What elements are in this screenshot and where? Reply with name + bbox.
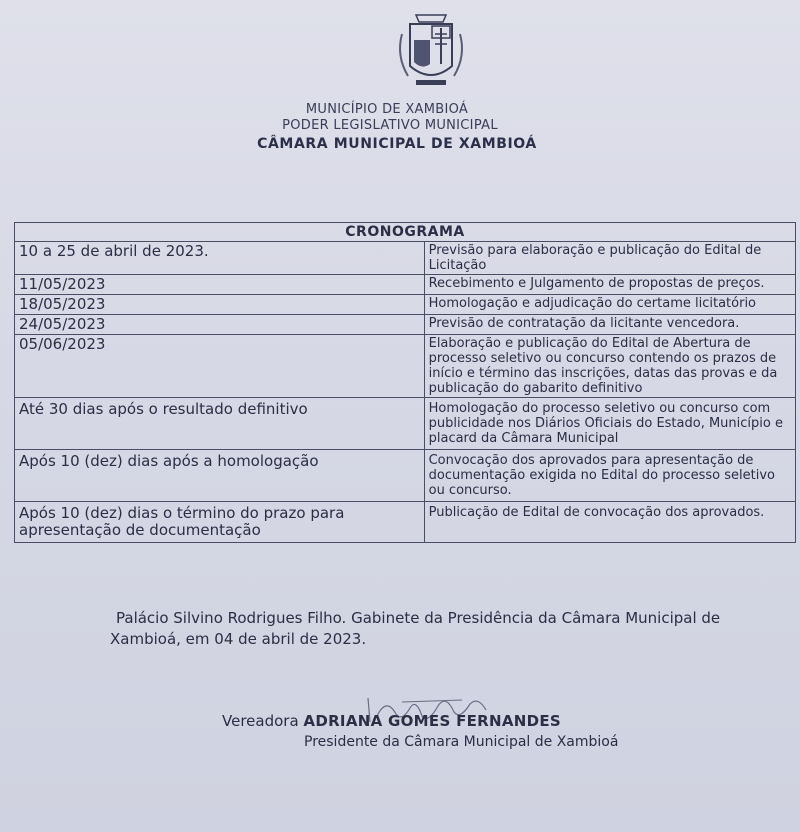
row-description: Homologação e adjudicação do certame licitatório: [424, 295, 795, 315]
row-description: Previsão para elaboração e publicação do Edital de Licitação: [424, 242, 795, 275]
table-row: [15, 502, 796, 543]
row-description: Publicação de Edital de convocação dos aprovados.: [424, 502, 795, 543]
signer-name: ADRIANA GOMES FERNANDES: [303, 712, 562, 730]
table-row: [15, 295, 796, 315]
table-row: [15, 275, 796, 295]
municipal-crest-icon: [388, 10, 474, 94]
table-row: [15, 335, 796, 398]
signer-role: Presidente da Câmara Municipal de Xambioá: [304, 734, 619, 750]
row-date: 05/06/2023: [15, 335, 425, 398]
closing-paragraph: Palácio Silvino Rodrigues Filho. Gabinete da Presidência da Câmara Municipal de Xambioá, em 04 de abril de 2023.: [110, 609, 721, 648]
row-date: Até 30 dias após o resultado definitivo: [15, 398, 425, 450]
row-description: Previsão de contratação da licitante vencedora.: [424, 315, 795, 335]
row-description: Elaboração e publicação do Edital de Abertura de processo seletivo ou concurso contendo os prazos de início e término das inscrições, datas das provas e da publicação do gabarito definitivo: [424, 335, 795, 398]
row-date: 10 a 25 de abril de 2023.: [15, 242, 425, 275]
schedule-table: [14, 222, 796, 543]
header-municipality: MUNICÍPIO DE XAMBIOÁ: [305, 102, 469, 117]
row-description: Homologação do processo seletivo ou concurso com publicidade nos Diários Oficiais do Estado, Município e placard da Câmara Municipal: [424, 398, 795, 450]
table-title: CRONOGRAMA: [15, 223, 796, 242]
row-description: Recebimento e Julgamento de propostas de preços.: [424, 275, 795, 295]
header-chamber: CÂMARA MUNICIPAL DE XAMBIOÁ: [257, 136, 537, 152]
signer-line: [222, 712, 561, 730]
row-date: 11/05/2023: [15, 275, 425, 295]
row-description: Convocação dos aprovados para apresentação de documentação exigida no Edital do processo seletivo ou concurso.: [424, 450, 795, 502]
table-row: [15, 450, 796, 502]
row-date: 18/05/2023: [15, 295, 425, 315]
row-date: Após 10 (dez) dias o término do prazo para apresentação de documentação: [15, 502, 425, 543]
table-row: [15, 315, 796, 335]
table-row: [15, 398, 796, 450]
signer-title: Vereadora: [222, 712, 299, 730]
table-row: [15, 242, 796, 275]
row-date: 24/05/2023: [15, 315, 425, 335]
row-date: Após 10 (dez) dias após a homologação: [15, 450, 425, 502]
header-legislative: PODER LEGISLATIVO MUNICIPAL: [282, 118, 498, 133]
